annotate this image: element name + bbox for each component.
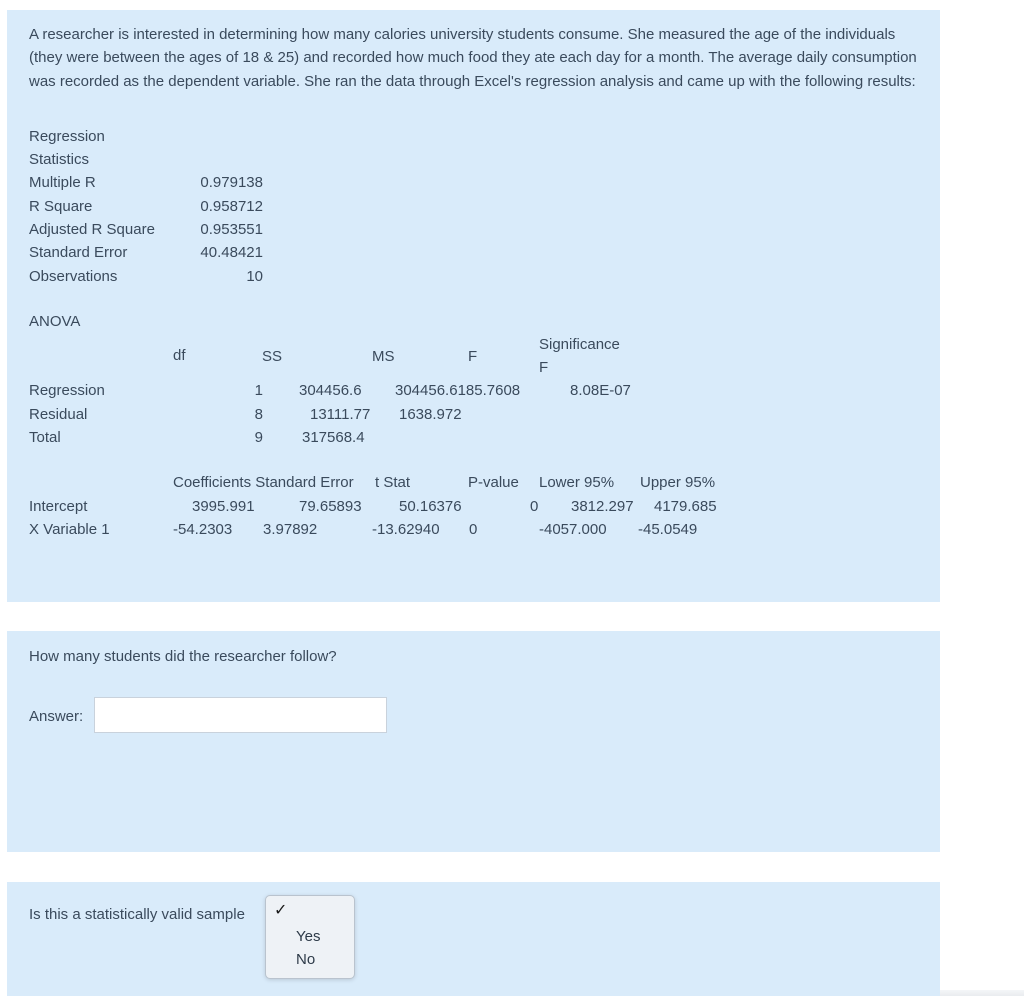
anova-total-ss: 317568.4	[302, 429, 365, 446]
coef-intercept-lower-95: 3812.297	[571, 498, 634, 515]
dropdown-option-no[interactable]: No	[296, 951, 316, 968]
anova-header-df: df	[173, 347, 186, 364]
coef-x1-standard-error: 3.97892	[263, 521, 318, 538]
anova-regression-ss: 304456.6	[299, 382, 362, 399]
anova-header-significance-f: F	[539, 359, 549, 376]
stat-value-standard-error: 40.48421	[200, 244, 263, 261]
anova-header-ms: MS	[372, 348, 395, 365]
anova-header-ss: SS	[262, 348, 283, 365]
anova-row-label-regression: Regression	[29, 382, 105, 399]
coef-header-coefficients-standard-error: Coefficients Standard Error	[173, 474, 354, 491]
coef-x1-upper-95: -45.0549	[638, 521, 698, 538]
regression-stats-header-1: Regression	[29, 128, 105, 145]
anova-title: ANOVA	[29, 313, 81, 330]
question-3-text: Is this a statistically valid sample	[29, 906, 245, 923]
stat-value-multiple-r: 0.979138	[200, 174, 263, 191]
stat-value-adjusted-r-square: 0.953551	[200, 221, 263, 238]
question-card-3	[7, 882, 940, 996]
question-2-text: How many students did the researcher follow?	[29, 648, 337, 665]
anova-row-label-total: Total	[29, 429, 61, 446]
coef-header-upper-95: Upper 95%	[640, 474, 716, 491]
coef-header-p-value: P-value	[468, 474, 519, 491]
coef-header-lower-95: Lower 95%	[539, 474, 615, 491]
anova-regression-ms-f: 304456.6185.7608	[395, 382, 521, 399]
coef-intercept-standard-error: 79.65893	[299, 498, 362, 515]
stat-label-observations: Observations	[29, 268, 118, 285]
coef-x1-t-stat: -13.62940	[372, 521, 440, 538]
checkmark-icon: ✓	[274, 902, 288, 919]
anova-header-significance: Significance	[539, 336, 620, 353]
coef-intercept-t-stat: 50.16376	[399, 498, 462, 515]
question-card-2	[7, 631, 940, 852]
anova-residual-df: 8	[254, 406, 263, 423]
anova-total-df: 9	[254, 429, 263, 446]
regression-stats-header-2: Statistics	[29, 151, 90, 168]
coef-header-t-stat: t Stat	[375, 474, 411, 491]
stat-label-r-square: R Square	[29, 198, 93, 215]
coef-intercept-coefficient: 3995.991	[192, 498, 255, 515]
stat-label-multiple-r: Multiple R	[29, 174, 96, 191]
anova-header-f: F	[468, 348, 478, 365]
coef-intercept-upper-95: 4179.685	[654, 498, 717, 515]
anova-row-label-residual: Residual	[29, 406, 88, 423]
stat-value-observations: 10	[246, 268, 263, 285]
anova-regression-df: 1	[254, 382, 263, 399]
answer-input[interactable]	[94, 697, 387, 733]
coef-x1-p-value: 0	[469, 521, 478, 538]
coef-x1-lower-95: -4057.000	[539, 521, 607, 538]
stat-value-r-square: 0.958712	[200, 198, 263, 215]
stat-label-standard-error: Standard Error	[29, 244, 128, 261]
anova-residual-ms: 1638.972	[399, 406, 462, 423]
question-card-1	[7, 10, 940, 602]
coef-row-label-x-variable-1: X Variable 1	[29, 521, 110, 538]
coef-intercept-p-value: 0	[530, 498, 539, 515]
anova-residual-ss: 13111.77	[310, 406, 371, 423]
coef-x1-coefficient: -54.2303	[173, 521, 233, 538]
coef-row-label-intercept: Intercept	[29, 498, 88, 515]
stat-label-adjusted-r-square: Adjusted R Square	[29, 221, 155, 238]
anova-regression-significance: 8.08E-07	[570, 382, 631, 399]
answer-label: Answer:	[29, 708, 84, 725]
page-edge-shadow	[940, 990, 1024, 996]
dropdown-option-yes[interactable]: Yes	[296, 928, 321, 945]
valid-sample-dropdown[interactable]	[265, 895, 355, 979]
intro-paragraph: A researcher is interested in determining how many calories university students consume. She measured the age of the individuals (they were between the ages of 18 & 25) and recorded how much food they ate each day for a month. The average daily consumption was recorded as the dependent variable. She ran the data through Excel's regression analysis and came up with the following results:	[29, 26, 917, 90]
